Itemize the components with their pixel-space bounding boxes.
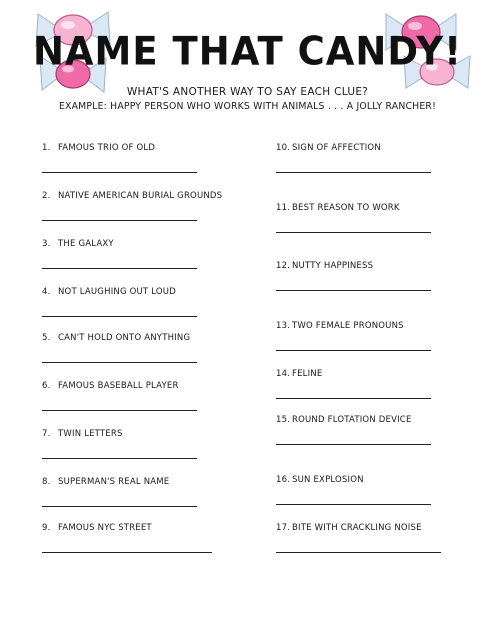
clue-item: [276, 475, 471, 485]
answer-line[interactable]: [42, 172, 197, 173]
clue-text: SUN EXPLOSION: [292, 475, 364, 485]
clue-text: ROUND FLOTATION DEVICE: [292, 415, 412, 425]
answer-line[interactable]: [42, 362, 197, 363]
answer-line[interactable]: [276, 444, 431, 445]
answer-line[interactable]: [42, 410, 197, 411]
answer-line[interactable]: [276, 398, 431, 399]
clue-item: [276, 203, 471, 213]
clue-text: SIGN OF AFFECTION: [292, 143, 381, 153]
clue-item: [276, 415, 471, 425]
clue-item: [276, 261, 471, 271]
clue-number: 1.: [42, 143, 51, 153]
clue-item: [42, 523, 237, 533]
clue-number: 2.: [42, 191, 51, 201]
clue-number: 16.: [276, 475, 291, 485]
clue-item: [276, 369, 471, 379]
answer-line[interactable]: [42, 458, 197, 459]
clue-number: 8.: [42, 477, 51, 487]
clue-text: THE GALAXY: [58, 239, 114, 249]
clue-item: [42, 333, 237, 343]
clue-number: 5.: [42, 333, 51, 343]
clue-item: [276, 321, 471, 331]
clue-number: 3.: [42, 239, 51, 249]
clue-text: NATIVE AMERICAN BURIAL GROUNDS: [58, 191, 223, 201]
clue-item: [42, 287, 237, 297]
clue-number: 15.: [276, 415, 291, 425]
clue-item: [42, 191, 237, 201]
clue-number: 10.: [276, 143, 291, 153]
clue-text: FAMOUS TRIO OF OLD: [58, 143, 156, 153]
answer-line[interactable]: [42, 316, 197, 317]
clue-text: BEST REASON TO WORK: [292, 203, 400, 213]
answer-line[interactable]: [276, 504, 431, 505]
clue-number: 4.: [42, 287, 51, 297]
answer-line[interactable]: [42, 506, 197, 507]
clue-item: [276, 523, 471, 533]
subtitle: WHAT'S ANOTHER WAY TO SAY EACH CLUE?: [126, 86, 369, 98]
clue-number: 7.: [42, 429, 51, 439]
answer-line[interactable]: [42, 552, 212, 553]
clue-text: CAN'T HOLD ONTO ANYTHING: [58, 333, 191, 343]
clue-number: 14.: [276, 369, 291, 379]
clue-number: 9.: [42, 523, 51, 533]
clue-item: [42, 477, 237, 487]
answer-line[interactable]: [276, 290, 431, 291]
clue-item: [42, 239, 237, 249]
page-title: NAME THAT CANDY!: [32, 28, 463, 75]
clue-text: SUPERMAN'S REAL NAME: [58, 477, 170, 487]
clue-number: 11.: [276, 203, 291, 213]
clue-text: FAMOUS NYC STREET: [58, 523, 152, 533]
clue-number: 17.: [276, 523, 291, 533]
answer-line[interactable]: [42, 268, 197, 269]
example-text: EXAMPLE: HAPPY PERSON WHO WORKS WITH ANIMALS . . . A JOLLY RANCHER!: [58, 101, 437, 112]
answer-line[interactable]: [42, 220, 197, 221]
clue-text: TWO FEMALE PRONOUNS: [292, 321, 404, 331]
clue-text: FELINE: [292, 369, 323, 379]
answer-line[interactable]: [276, 350, 431, 351]
clue-item: [42, 143, 237, 153]
clue-text: TWIN LETTERS: [58, 429, 123, 439]
answer-line[interactable]: [276, 552, 441, 553]
clue-item: [42, 381, 237, 391]
clue-number: 12.: [276, 261, 291, 271]
clue-item: [276, 143, 471, 153]
clue-text: NUTTY HAPPINESS: [292, 261, 374, 271]
answer-line[interactable]: [276, 172, 431, 173]
clue-item: [42, 429, 237, 439]
clue-text: BITE WITH CRACKLING NOISE: [292, 523, 422, 533]
clue-text: NOT LAUGHING OUT LOUD: [58, 287, 176, 297]
clue-text: FAMOUS BASEBALL PLAYER: [58, 381, 179, 391]
clue-number: 13.: [276, 321, 291, 331]
answer-line[interactable]: [276, 232, 431, 233]
clue-number: 6.: [42, 381, 51, 391]
